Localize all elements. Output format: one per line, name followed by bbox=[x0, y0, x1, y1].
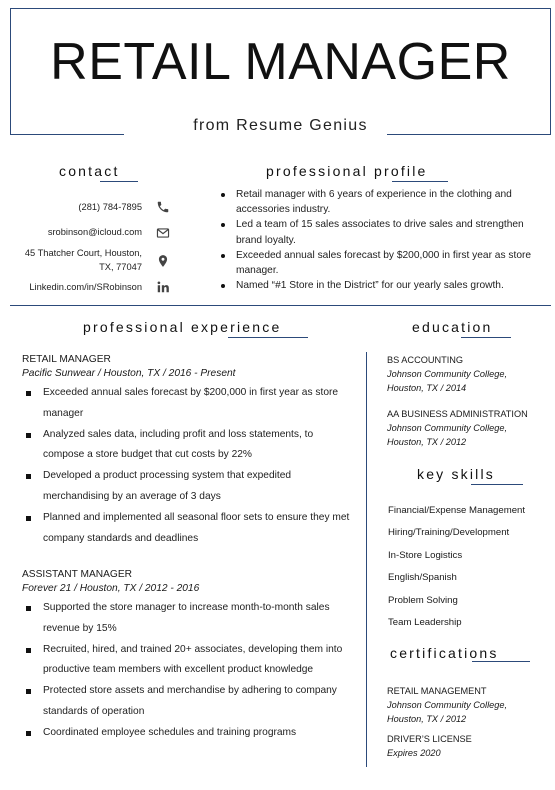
column-divider bbox=[366, 352, 367, 767]
profile-item: Named “#1 Store in the District” for our yearly sales growth. bbox=[218, 278, 536, 293]
education-degree: AA BUSINESS ADMINISTRATION bbox=[387, 409, 528, 419]
skills-heading: key skills bbox=[417, 466, 496, 482]
job-entry-assistant-manager bbox=[22, 568, 352, 744]
contact-phone: (281) 784-7895 bbox=[78, 202, 142, 212]
profile-item: Retail manager with 6 years of experience in the clothing and accessories industry. bbox=[218, 187, 536, 217]
contact-heading-underline bbox=[100, 181, 138, 182]
linkedin-icon bbox=[155, 279, 171, 295]
education-detail: Houston, TX / 2014 bbox=[387, 383, 467, 393]
job-bullet: Recruited, hired, and trained 20+ associates, developing them into productive team members with excellent product knowledge bbox=[22, 640, 352, 682]
job-bullet: Planned and implemented all seasonal floor sets to ensure they met company standards and deadlines bbox=[22, 508, 352, 550]
job-meta: Forever 21 / Houston, TX / 2012 - 2016 bbox=[22, 583, 200, 594]
profile-item: Led a team of 15 sales associates to drive sales and strengthen brand loyalty. bbox=[218, 217, 536, 247]
skills-list bbox=[388, 500, 525, 634]
experience-heading: professional experience bbox=[83, 319, 282, 335]
job-bullet: Coordinated employee schedules and training programs bbox=[22, 723, 352, 744]
education-detail: Houston, TX / 2012 bbox=[387, 437, 467, 447]
phone-icon bbox=[155, 199, 171, 215]
map-pin-icon bbox=[155, 253, 171, 269]
education-school: Johnson Community College, bbox=[387, 369, 508, 379]
job-meta: Pacific Sunwear / Houston, TX / 2016 - Present bbox=[22, 368, 236, 379]
certification-name: DRIVER’S LICENSE bbox=[387, 734, 472, 744]
contact-linkedin[interactable]: Linkedin.com/in/SRobinson bbox=[29, 282, 142, 292]
job-bullet: Protected store assets and merchandise by adhering to company standards of operation bbox=[22, 681, 352, 723]
education-entry bbox=[387, 353, 547, 395]
resume-subtitle: from Resume Genius bbox=[193, 117, 368, 134]
certifications-heading-underline bbox=[472, 661, 530, 662]
certification-entry bbox=[387, 732, 547, 760]
envelope-icon bbox=[155, 225, 171, 241]
job-bullet: Exceeded annual sales forecast by $200,000 in first year as store manager bbox=[22, 383, 352, 425]
certification-name: RETAIL MANAGEMENT bbox=[387, 686, 487, 696]
job-bullet: Developed a product processing system that expedited merchandising by an average of 3 days bbox=[22, 466, 352, 508]
education-heading-underline bbox=[461, 337, 511, 338]
section-divider bbox=[10, 305, 551, 306]
job-bullet: Supported the store manager to increase month-to-month sales revenue by 15% bbox=[22, 598, 352, 640]
certification-entry bbox=[387, 684, 547, 726]
profile-item: Exceeded annual sales forecast by $200,000 in first year as store manager. bbox=[218, 248, 536, 278]
skill-item: Financial/Expense Management bbox=[388, 505, 526, 516]
contact-address-line2: TX, 77047 bbox=[99, 262, 142, 272]
education-entry bbox=[387, 407, 547, 449]
resume-name: RETAIL MANAGER bbox=[50, 33, 511, 91]
job-bullet-list bbox=[22, 598, 352, 744]
education-school: Johnson Community College, bbox=[387, 423, 508, 433]
certifications-heading: certifications bbox=[390, 645, 499, 661]
job-entry-retail-manager bbox=[22, 353, 352, 549]
education-degree: BS ACCOUNTING bbox=[387, 355, 464, 365]
skill-item: Hiring/Training/Development bbox=[388, 527, 510, 539]
contact-address-line1: 45 Thatcher Court, Houston, bbox=[24, 248, 142, 258]
education-heading: education bbox=[412, 319, 493, 335]
job-bullet: Analyzed sales data, including profit and loss statements, to compose a store budget that cut costs by 22% bbox=[22, 425, 352, 467]
skill-item: Team Leadership bbox=[388, 617, 462, 629]
profile-list bbox=[218, 187, 536, 293]
skills-heading-underline bbox=[471, 484, 523, 485]
job-title: RETAIL MANAGER bbox=[22, 354, 111, 365]
certification-detail: Expires 2020 bbox=[387, 748, 441, 758]
certification-school: Johnson Community College, bbox=[387, 700, 508, 710]
profile-heading: professional profile bbox=[266, 163, 428, 179]
job-bullet-list bbox=[22, 383, 352, 549]
contact-heading: contact bbox=[59, 163, 120, 179]
skill-item: English/Spanish bbox=[388, 572, 457, 584]
skill-item: Problem Solving bbox=[388, 594, 458, 606]
job-title: ASSISTANT MANAGER bbox=[22, 569, 133, 580]
contact-email[interactable]: srobinson@icloud.com bbox=[47, 227, 142, 237]
experience-heading-underline bbox=[228, 337, 308, 338]
skill-item: In-Store Logistics bbox=[388, 549, 463, 561]
profile-heading-underline bbox=[392, 181, 448, 182]
certification-detail: Houston, TX / 2012 bbox=[387, 714, 467, 724]
